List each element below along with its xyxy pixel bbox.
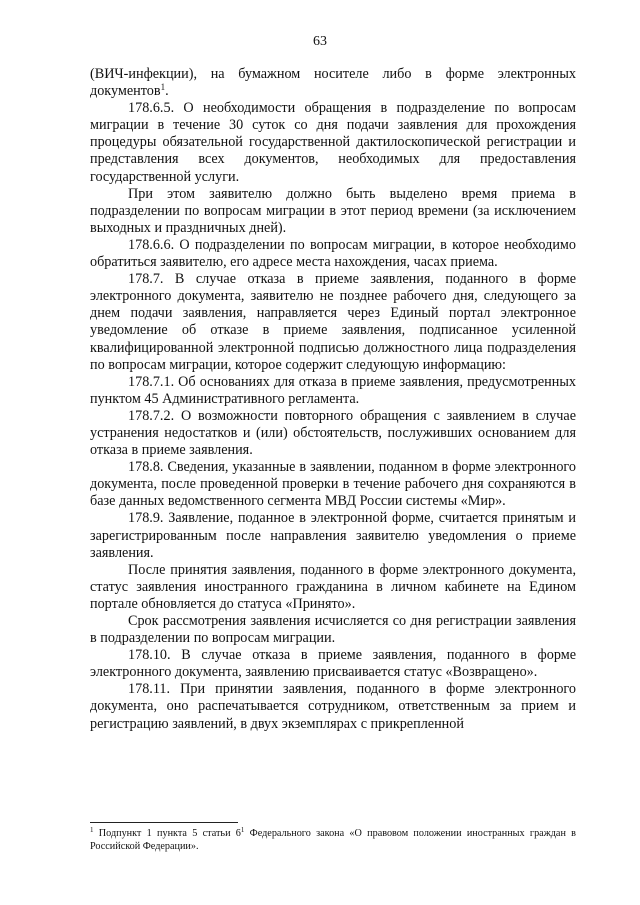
footnote-text: Подпункт 1 пункта 5 статьи 6 xyxy=(93,828,241,839)
footnote-divider xyxy=(90,822,238,823)
paragraph: 178.7.1. Об основаниях для отказа в приеме заявления, предусмотренных пунктом 45 Административного регламента. xyxy=(90,373,576,407)
footnote-text-end: Федерального закона «О правовом положении иностранных граждан в Российской Федерации». xyxy=(90,828,576,852)
paragraph: 178.11. При принятии заявления, поданного в форме электронного документа, оно распечатывается сотрудником, ответственным за прием и регистрацию заявлений, в двух экземплярах с прикрепленной xyxy=(90,681,576,732)
paragraph: 178.7.2. О возможности повторного обращения с заявлением в случае устранения недостатков и (или) обстоятельств, послуживших основанием для отказа в приеме заявления. xyxy=(90,407,576,459)
paragraph: При этом заявителю должно быть выделено время приема в подразделении по вопросам миграции в этот период времени (за исключением выходных и праздничных дней). xyxy=(90,185,576,236)
page-number: 63 xyxy=(313,34,327,49)
paragraph xyxy=(90,66,576,100)
footnote xyxy=(90,827,576,853)
paragraph-text: (ВИЧ-инфекции), на бумажном носителе либо в форме электронных документов xyxy=(90,66,576,100)
paragraph: 178.8. Сведения, указанные в заявлении, поданном в форме электронного документа, после проведенной проверки в течение рабочего дня сохраняются в базе данных ведомственного сегмента МВД России системы «Мир». xyxy=(90,459,576,510)
footnote-marker: 1 xyxy=(90,826,94,834)
paragraph: 178.7. В случае отказа в приеме заявления, поданного в форме электронного документа, заявителю не позднее рабочего дня, следующего за днем подачи заявления, направляется через Единый портал электронное уведомление об отказе в приеме заявления, подписанное усиленной квалифицированной электронной подписью должностного лица подразделения по вопросам миграции, которое содержит следующую информацию: xyxy=(90,271,576,373)
paragraph: 178.10. В случае отказа в приеме заявления, поданного в форме электронного документа, заявлению присваивается статус «Возвращено». xyxy=(90,647,576,681)
footnote-sup: 1 xyxy=(240,826,245,834)
paragraph: После принятия заявления, поданного в форме электронного документа, статус заявления иностранного гражданина в личном кабинете на Едином портале обновляется до статуса «Принято». xyxy=(90,561,576,612)
paragraph: Срок рассмотрения заявления исчисляется со дня регистрации заявления в подразделении по вопросам миграции. xyxy=(90,613,576,647)
paragraph-punct: . xyxy=(165,83,169,100)
paragraph: 178.6.6. О подразделении по вопросам миграции, в которое необходимо обратиться заявителю, его адресе места нахождения, часах приема. xyxy=(90,236,576,271)
document-body xyxy=(90,66,576,733)
footnote-ref: 1 xyxy=(160,82,166,93)
paragraph: 178.6.5. О необходимости обращения в подразделение по вопросам миграции в течение 30 суток со дня подачи заявления для прохождения процедуры обязательной государственной дактилоскопической регистрации и представления всех документов, необходимых для предоставления государственной услуги. xyxy=(90,100,576,185)
paragraph: 178.9. Заявление, поданное в электронной форме, считается принятым и зарегистрированным после направления заявителю уведомления о приеме заявления. xyxy=(90,510,576,561)
